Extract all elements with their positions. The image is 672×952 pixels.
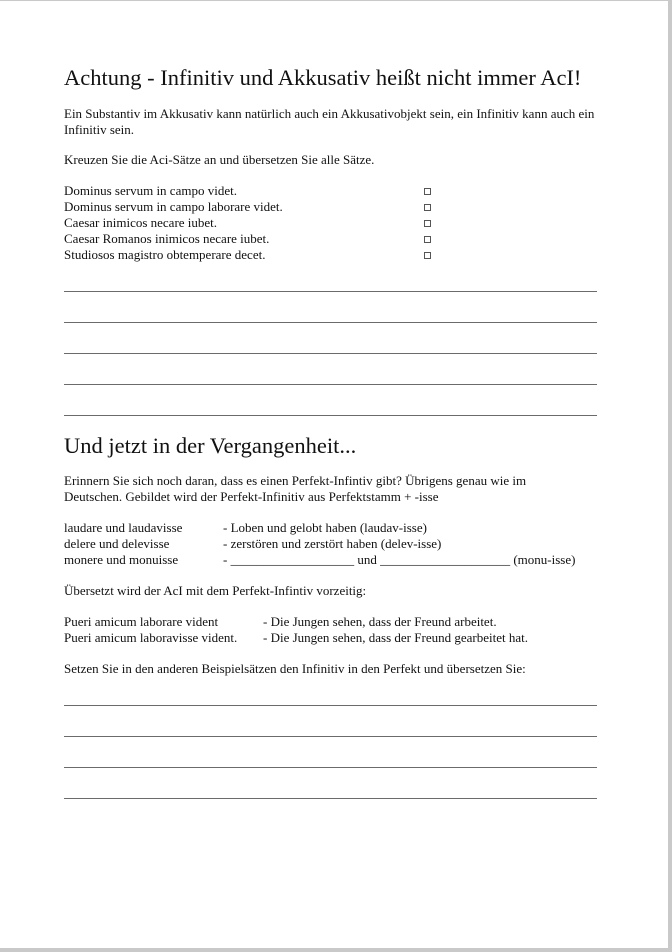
sentence-3: Caesar inimicos necare iubet. (64, 215, 218, 230)
answer-line[interactable] (64, 798, 597, 799)
example-2-latin: Pueri amicum laboravisse vident. (64, 630, 238, 645)
example-2-german: - Die Jungen sehen, dass der Freund gearbeitet hat. (263, 630, 528, 645)
section1-title: Achtung - Infinitiv und Akkusativ heißt nicht immer AcI! (64, 65, 582, 90)
answer-line[interactable] (64, 353, 597, 354)
section1-instruction: Kreuzen Sie die Aci-Sätze an und übersetzen Sie alle Sätze. (64, 152, 375, 167)
section2-task: Setzen Sie in den anderen Beispielsätzen den Infinitiv in den Perfekt und übersetzen Sie: (64, 661, 526, 676)
example-1-latin: Pueri amicum laborare vident (64, 614, 219, 629)
form-1-german: - Loben und gelobt haben (laudav-isse) (223, 520, 427, 535)
form-3-latin: monere und monuisse (64, 552, 179, 567)
answer-line[interactable] (64, 322, 597, 323)
section2-intro: Erinnern Sie sich noch daran, dass es einen Perfekt-Infintiv gibt? Übrigens genau wie im Deutschen. Gebildet wird der Perfekt-Infinitiv aus Perfektstamm + -isse (64, 473, 527, 504)
sentence-1: Dominus servum in campo videt. (64, 183, 237, 198)
worksheet-page (0, 1, 668, 948)
answer-line[interactable] (64, 736, 597, 737)
section1-intro: Ein Substantiv im Akkusativ kann natürlich auch ein Akkusativobjekt sein, ein Infinitiv kann auch ein Infinitiv sein. (64, 106, 595, 137)
answer-line[interactable] (64, 705, 597, 706)
answer-line[interactable] (64, 767, 597, 768)
answer-line[interactable] (64, 291, 597, 292)
sentence-3-checkbox[interactable] (424, 220, 431, 227)
sentence-2-checkbox[interactable] (424, 204, 431, 211)
sentence-4-checkbox[interactable] (424, 236, 431, 243)
section2-title: Und jetzt in der Vergangenheit... (64, 433, 357, 458)
sentence-5-checkbox[interactable] (424, 252, 431, 259)
sentence-1-checkbox[interactable] (424, 188, 431, 195)
sentence-5: Studiosos magistro obtemperare decet. (64, 247, 266, 262)
answer-line[interactable] (64, 384, 597, 385)
answer-line[interactable] (64, 415, 597, 416)
form-2-german: - zerstören und zerstört haben (delev-isse) (223, 536, 442, 551)
sentence-2: Dominus servum in campo laborare videt. (64, 199, 283, 214)
section2-note: Übersetzt wird der AcI mit dem Perfekt-Infintiv vorzeitig: (64, 583, 367, 598)
form-1-latin: laudare und laudavisse (64, 520, 183, 535)
sentence-4: Caesar Romanos inimicos necare iubet. (64, 231, 270, 246)
form-2-latin: delere und delevisse (64, 536, 170, 551)
example-1-german: - Die Jungen sehen, dass der Freund arbeitet. (263, 614, 497, 629)
form-3-german-blanks[interactable]: - ___________________ und ____________________ (monu-isse) (223, 552, 576, 567)
